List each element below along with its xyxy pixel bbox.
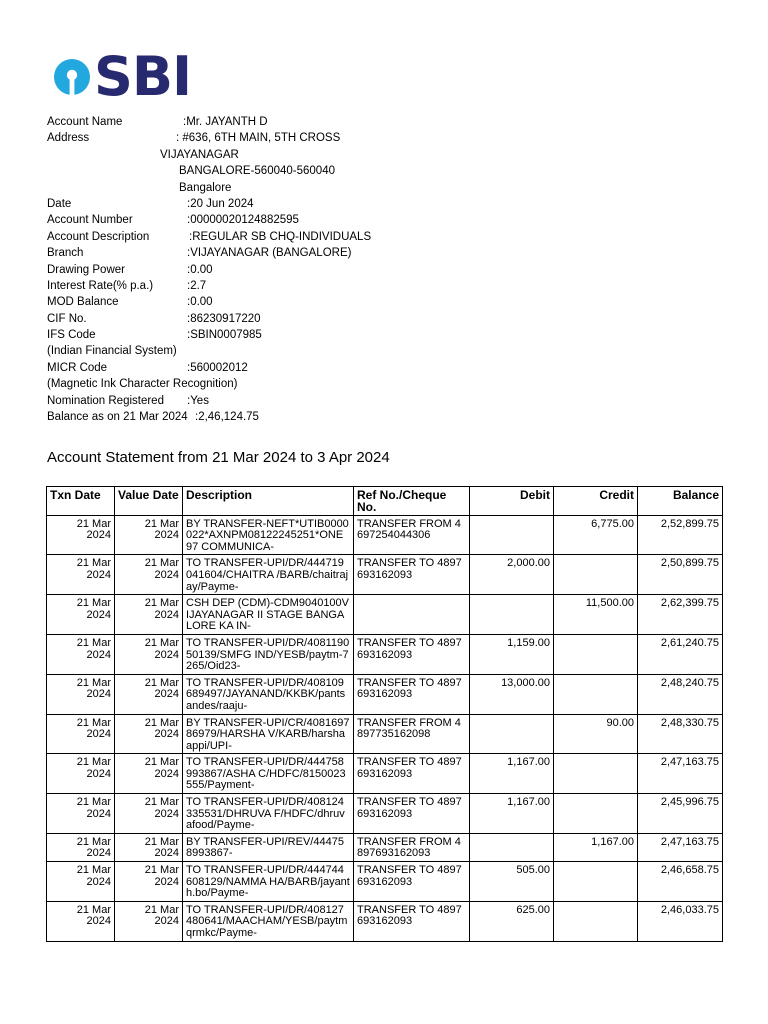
cell-value-date: 21 Mar 2024 [115, 714, 183, 754]
cell-ref-no [354, 595, 470, 635]
cell-credit: 11,500.00 [554, 595, 638, 635]
ifs-code-label: IFS Code [47, 329, 96, 342]
account-number-label: Account Number [47, 214, 133, 227]
cell-debit: 505.00 [470, 862, 554, 902]
address-line-1: : #636, 6TH MAIN, 5TH CROSS [176, 132, 341, 145]
cell-balance: 2,46,658.75 [638, 862, 723, 902]
header-description: Description [183, 487, 354, 516]
cell-description: TO TRANSFER-UPI/DR/444758993867/ASHA C/HDFC/8150023555/Payment- [183, 754, 354, 794]
address-label: Address [47, 132, 90, 145]
cell-txn-date: 21 Mar 2024 [47, 714, 115, 754]
statement-title: Account Statement from 21 Mar 2024 to 3 Apr 2024 [47, 449, 390, 466]
cell-debit: 1,167.00 [470, 754, 554, 794]
cell-value-date: 21 Mar 2024 [115, 515, 183, 555]
mod-balance-label: MOD Balance [47, 296, 119, 309]
cell-value-date: 21 Mar 2024 [115, 794, 183, 834]
cell-debit: 2,000.00 [470, 555, 554, 595]
cif-label: CIF No. [47, 312, 87, 325]
drawing-power-value: :0.00 [187, 263, 213, 276]
cell-value-date: 21 Mar 2024 [115, 862, 183, 902]
cell-debit: 13,000.00 [470, 674, 554, 714]
cell-credit [554, 674, 638, 714]
cell-value-date: 21 Mar 2024 [115, 674, 183, 714]
branch-value: :VIJAYANAGAR (BANGALORE) [187, 247, 352, 260]
cell-value-date: 21 Mar 2024 [115, 555, 183, 595]
cell-description: BY TRANSFER-UPI/CR/408169786979/HARSHA V/KARB/harshaappi/UPI- [183, 714, 354, 754]
cell-balance: 2,48,240.75 [638, 674, 723, 714]
cell-value-date: 21 Mar 2024 [115, 833, 183, 861]
header-credit: Credit [554, 487, 638, 516]
cell-balance: 2,48,330.75 [638, 714, 723, 754]
micr-note: (Magnetic Ink Character Recognition) [47, 378, 238, 391]
opening-balance-label: Balance as on 21 Mar 2024 [47, 411, 188, 424]
cell-balance: 2,50,899.75 [638, 555, 723, 595]
cell-txn-date: 21 Mar 2024 [47, 901, 115, 941]
cell-ref-no: TRANSFER FROM 4897735162098 [354, 714, 470, 754]
cell-description: TO TRANSFER-UPI/DR/408109689497/JAYANAND/KKBK/pantsandes/raaju- [183, 674, 354, 714]
address-line-2: VIJAYANAGAR [160, 148, 239, 161]
sbi-keyhole-logo-icon [54, 59, 90, 95]
micr-code-value: :560002012 [187, 361, 248, 374]
header-value-date: Value Date [115, 487, 183, 516]
micr-code-label: MICR Code [47, 361, 108, 374]
mod-balance-value: :0.00 [187, 296, 213, 309]
cell-debit [470, 833, 554, 861]
header-txn-date: Txn Date [47, 487, 115, 516]
table-row [47, 754, 723, 794]
cell-description: BY TRANSFER-UPI/REV/444758993867- [183, 833, 354, 861]
cell-ref-no: TRANSFER TO 4897693162093 [354, 862, 470, 902]
cell-description: BY TRANSFER-NEFT*UTIB0000022*AXNPM08122245251*ONE 97 COMMUNICA- [183, 515, 354, 555]
table-row [47, 595, 723, 635]
cell-credit: 1,167.00 [554, 833, 638, 861]
cell-ref-no: TRANSFER TO 4897693162093 [354, 754, 470, 794]
table-row [47, 794, 723, 834]
header-debit: Debit [470, 487, 554, 516]
cell-credit [554, 555, 638, 595]
cell-txn-date: 21 Mar 2024 [47, 754, 115, 794]
cell-credit [554, 754, 638, 794]
interest-rate-value: :2.7 [187, 279, 207, 292]
cell-value-date: 21 Mar 2024 [115, 901, 183, 941]
cell-txn-date: 21 Mar 2024 [47, 833, 115, 861]
drawing-power-label: Drawing Power [47, 263, 125, 276]
cif-value: :86230917220 [187, 312, 261, 325]
cell-description: TO TRANSFER-UPI/DR/408124335531/DHRUVA F/HDFC/dhruvafood/Payme- [183, 794, 354, 834]
cell-balance: 2,62,399.75 [638, 595, 723, 635]
cell-description: CSH DEP (CDM)-CDM9040100VIJAYANAGAR II STAGE BANGALORE KA IN- [183, 595, 354, 635]
cell-credit: 6,775.00 [554, 515, 638, 555]
table-row [47, 634, 723, 674]
cell-txn-date: 21 Mar 2024 [47, 555, 115, 595]
cell-balance: 2,47,163.75 [638, 754, 723, 794]
cell-value-date: 21 Mar 2024 [115, 754, 183, 794]
cell-balance: 2,46,033.75 [638, 901, 723, 941]
cell-description: TO TRANSFER-UPI/DR/408127480641/MAACHAM/YESB/paytmqrmkc/Payme- [183, 901, 354, 941]
table-header-row [47, 487, 723, 516]
transactions-body [47, 515, 723, 941]
cell-credit [554, 634, 638, 674]
cell-balance: 2,61,240.75 [638, 634, 723, 674]
cell-txn-date: 21 Mar 2024 [47, 634, 115, 674]
date-value: :20 Jun 2024 [187, 197, 254, 210]
cell-txn-date: 21 Mar 2024 [47, 862, 115, 902]
table-row [47, 901, 723, 941]
address-line-3: BANGALORE-560040-560040 [179, 165, 335, 178]
account-name-value: :Mr. JAYANTH D [183, 116, 268, 128]
cell-ref-no: TRANSFER TO 4897693162093 [354, 555, 470, 595]
nomination-label: Nomination Registered [47, 394, 164, 407]
ifs-code-value: :SBIN0007985 [187, 329, 262, 342]
cell-description: TO TRANSFER-UPI/DR/408119050139/SMFG IND/YESB/paytm-7265/Oid23- [183, 634, 354, 674]
branch-label: Branch [47, 247, 84, 260]
table-row [47, 862, 723, 902]
table-row [47, 833, 723, 861]
cell-ref-no: TRANSFER FROM 4697254044306 [354, 515, 470, 555]
cell-txn-date: 21 Mar 2024 [47, 595, 115, 635]
cell-debit [470, 515, 554, 555]
table-row [47, 555, 723, 595]
cell-credit [554, 862, 638, 902]
sbi-logo [54, 45, 192, 108]
cell-credit [554, 901, 638, 941]
date-label: Date [47, 197, 72, 210]
cell-balance: 2,47,163.75 [638, 833, 723, 861]
cell-ref-no: TRANSFER FROM 4897693162093 [354, 833, 470, 861]
transactions-table [46, 486, 723, 942]
header-ref-no: Ref No./Cheque No. [354, 487, 470, 516]
cell-value-date: 21 Mar 2024 [115, 634, 183, 674]
cell-debit: 625.00 [470, 901, 554, 941]
cell-balance: 2,45,996.75 [638, 794, 723, 834]
logo-text: SBI [94, 45, 192, 108]
cell-value-date: 21 Mar 2024 [115, 595, 183, 635]
table-row [47, 674, 723, 714]
account-description-label: Account Description [47, 230, 150, 243]
cell-debit [470, 595, 554, 635]
cell-txn-date: 21 Mar 2024 [47, 794, 115, 834]
cell-ref-no: TRANSFER TO 4897693162093 [354, 901, 470, 941]
cell-description: TO TRANSFER-UPI/DR/444744608129/NAMMA HA/BARB/jayanth.bo/Payme- [183, 862, 354, 902]
cell-debit [470, 714, 554, 754]
cell-credit [554, 794, 638, 834]
cell-credit: 90.00 [554, 714, 638, 754]
ifs-note: (Indian Financial System) [47, 345, 177, 358]
interest-rate-label: Interest Rate(% p.a.) [47, 279, 154, 292]
cell-txn-date: 21 Mar 2024 [47, 674, 115, 714]
cell-ref-no: TRANSFER TO 4897693162093 [354, 674, 470, 714]
cell-debit: 1,159.00 [470, 634, 554, 674]
cell-txn-date: 21 Mar 2024 [47, 515, 115, 555]
nomination-value: :Yes [187, 394, 209, 407]
account-number-value: :00000020124882595 [187, 214, 299, 227]
cell-debit: 1,167.00 [470, 794, 554, 834]
cell-description: TO TRANSFER-UPI/DR/444719041604/CHAITRA /BARB/chaitrajay/Payme- [183, 555, 354, 595]
address-line-4: Bangalore [179, 181, 232, 194]
opening-balance-value: :2,46,124.75 [195, 411, 259, 424]
account-name-label: Account Name [47, 116, 123, 128]
table-row [47, 515, 723, 555]
cell-ref-no: TRANSFER TO 4897693162093 [354, 794, 470, 834]
cell-balance: 2,52,899.75 [638, 515, 723, 555]
table-row [47, 714, 723, 754]
account-description-value: :REGULAR SB CHQ-INDIVIDUALS [189, 230, 372, 243]
header-balance: Balance [638, 487, 723, 516]
cell-ref-no: TRANSFER TO 4897693162093 [354, 634, 470, 674]
